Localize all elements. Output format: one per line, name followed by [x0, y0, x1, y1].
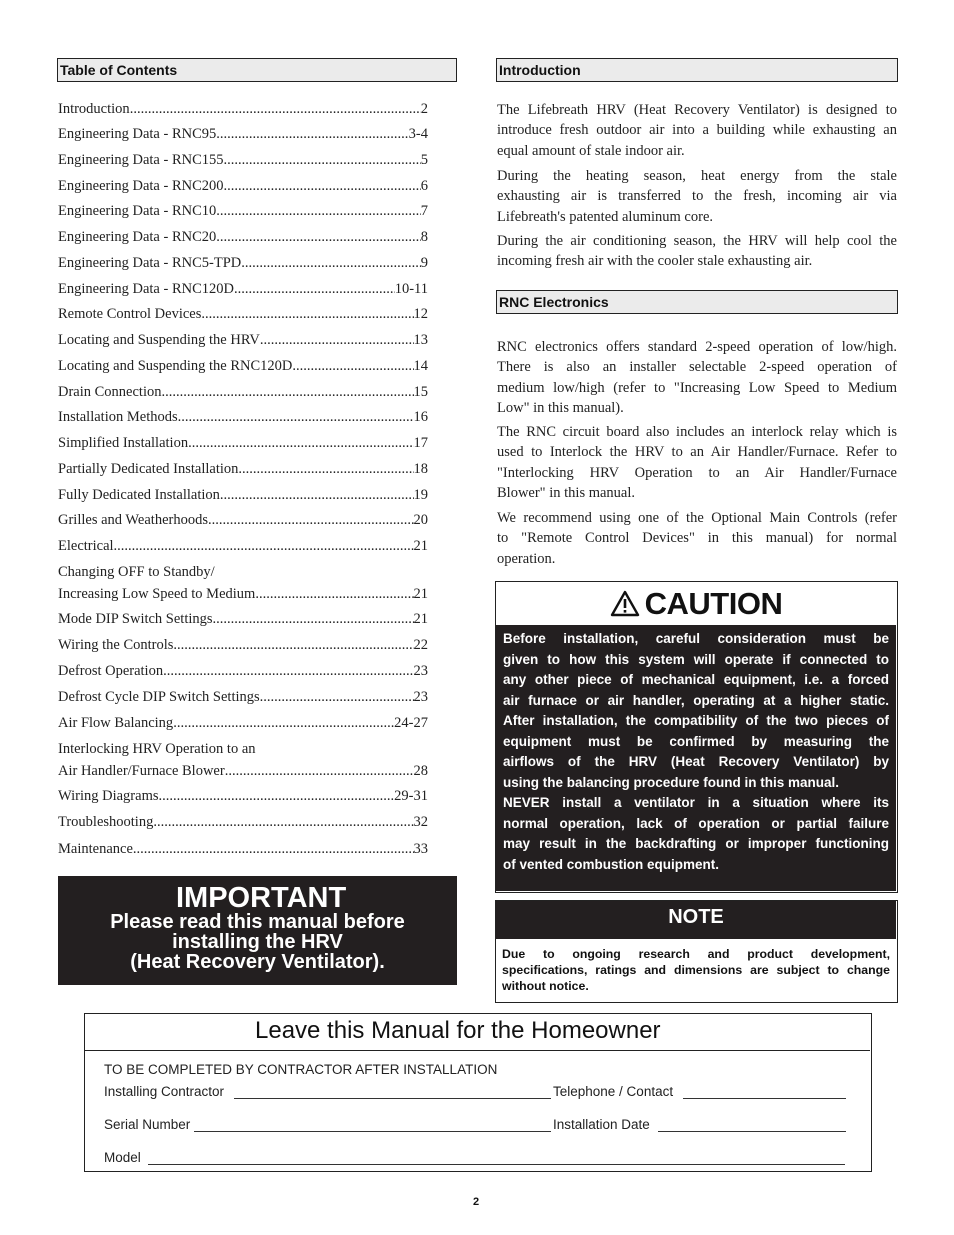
caution-line: given to how this system will operate if connected to [503, 651, 889, 667]
toc-entry-page: 20 [413, 512, 428, 528]
toc-entry-label: Partially Dedicated Installation [58, 461, 239, 477]
serial-number-label: Serial Number [104, 1117, 191, 1132]
introduction-paragraph-line: During the air conditioning season, the HRV will help cool the [497, 233, 897, 249]
introduction-paragraph [497, 166, 897, 227]
toc-entry-label: Engineering Data - RNC200 [58, 178, 224, 194]
toc-entry-label: Introduction [58, 101, 130, 117]
rnc-paragraph-line: We recommend using one of the Optional Main Controls (refer [497, 510, 897, 526]
rnc-paragraph-line: Blower" in this manual. [497, 485, 636, 502]
toc-entry-page: 24-27 [394, 715, 428, 731]
toc-entry[interactable] [58, 715, 428, 732]
toc-entry[interactable] [58, 512, 428, 529]
installing-contractor-field[interactable] [234, 1098, 551, 1099]
toc-entry-label: Engineering Data - RNC10 [58, 203, 217, 219]
toc-entry-label: Electrical [58, 538, 114, 554]
toc-entry-page: 6 [420, 178, 428, 194]
caution-line: After installation, the compatibility of the two pieces of [503, 713, 889, 728]
warning-triangle-icon [610, 590, 640, 617]
installation-date-field[interactable] [658, 1131, 846, 1132]
toc-entry-page: 29-31 [394, 788, 428, 804]
rnc-paragraph [497, 422, 897, 504]
rnc-paragraph-line: "Interlocking HRV Operation to an Air Handler/Furnace [497, 464, 897, 481]
toc-entry[interactable] [58, 611, 428, 628]
toc-leader-dots [241, 255, 421, 272]
toc-entry[interactable] [58, 841, 428, 858]
toc-entry-label: Wiring Diagrams [58, 788, 159, 804]
toc-entry-line1: Changing OFF to Standby/ [58, 564, 215, 580]
toc-entry[interactable] [58, 332, 428, 349]
caution-line: airflows of the HRV (Heat Recovery Ventilator) by [503, 754, 889, 769]
note-line-1: Due to ongoing research and product development, [502, 947, 890, 961]
toc-entry-label: Troubleshooting [58, 814, 154, 830]
toc-leader-dots [260, 689, 414, 706]
toc-entry-label: Maintenance [58, 841, 133, 857]
toc-entry-label: Engineering Data - RNC95 [58, 126, 217, 142]
toc-entry-page: 23 [413, 663, 428, 679]
installation-date-label: Installation Date [553, 1117, 650, 1132]
installing-contractor-label: Installing Contractor [104, 1084, 225, 1099]
caution-line: Before installation, careful consideration must be [503, 631, 889, 646]
toc-entry[interactable] [58, 487, 428, 504]
rnc-electronics-header: RNC Electronics [496, 290, 898, 314]
toc-entry-page: 22 [413, 637, 428, 653]
toc-entry-page: 21 [413, 586, 428, 602]
note-box [495, 900, 898, 1003]
toc-entry[interactable] [58, 152, 428, 169]
toc-entry[interactable] [58, 229, 428, 246]
introduction-paragraph [497, 231, 897, 272]
toc-leader-dots [159, 788, 395, 805]
toc-entry-page: 23 [413, 689, 428, 705]
toc-leader-dots [225, 763, 414, 780]
toc-entry-label: Locating and Suspending the HRV [58, 332, 260, 348]
toc-entry[interactable] [58, 637, 428, 654]
introduction-header: Introduction [496, 58, 898, 82]
toc-entry-page: 5 [420, 152, 428, 168]
rnc-paragraph-line: medium low/high (refer to "Increasing Low Speed to Medium [497, 379, 897, 396]
toc-leader-dots [163, 663, 413, 680]
toc-entry[interactable] [58, 178, 428, 195]
toc-leader-dots [130, 101, 421, 118]
toc-leader-dots [178, 409, 414, 426]
toc-entry-label: Installation Methods [58, 409, 178, 425]
toc-leader-dots [173, 637, 413, 654]
toc-leader-dots [224, 178, 421, 195]
toc-entry[interactable] [58, 538, 428, 555]
note-title: NOTE [496, 901, 896, 939]
toc-entry-page: 21 [413, 538, 428, 554]
toc-entry-page: 19 [413, 487, 428, 503]
toc-entry-label: Defrost Cycle DIP Switch Settings [58, 689, 260, 705]
introduction-paragraph-line: Lifebreath's patented aluminum core. [497, 208, 713, 225]
toc-entry[interactable] [58, 814, 428, 831]
toc-leader-dots [114, 538, 414, 555]
model-label: Model [104, 1150, 141, 1165]
caution-line: any other piece of mechanical equipment, i.e. a forced [503, 672, 889, 687]
toc-leader-dots [234, 281, 395, 298]
toc-entry-page: 10-11 [394, 281, 428, 297]
caution-line: using the balancing procedure found in this manual. [503, 774, 840, 790]
toc-entry[interactable] [58, 461, 428, 478]
toc-entry-page: 33 [413, 841, 428, 857]
page-number: 2 [473, 1196, 480, 1208]
note-line-3: without notice. [502, 979, 589, 993]
rnc-paragraph-line: RNC electronics offers standard 2-speed operation of low/high. [497, 339, 897, 355]
toc-leader-dots [162, 384, 414, 401]
homeowner-form [84, 1013, 872, 1172]
caution-line: of vented combustion equipment. [503, 856, 720, 872]
toc-leader-dots [213, 611, 414, 628]
important-line-3: (Heat Recovery Ventilator). [130, 951, 385, 973]
rnc-paragraph-line: There is also an installer selectable 2-speed operation of [497, 359, 897, 376]
toc-entry-page: 15 [413, 384, 428, 400]
toc-leader-dots [260, 332, 414, 349]
homeowner-title: Leave this Manual for the Homeowner [255, 1017, 661, 1044]
toc-entry-label: Engineering Data - RNC120D [58, 281, 234, 297]
toc-leader-dots [133, 841, 414, 858]
caution-line: air furnace or air handler, operating at a higher static. [503, 692, 889, 708]
introduction-paragraph-line: introduce fresh outdoor air into a building while exhausting an [497, 122, 897, 139]
rnc-paragraph-line: Low" in this manual). [497, 400, 624, 417]
toc-entry-page: 28 [413, 763, 428, 779]
introduction-paragraph-line: exhausting air is transferred to the fresh, incoming air via [497, 188, 897, 205]
introduction-paragraph-line: The Lifebreath HRV (Heat Recovery Ventilator) is designed to [497, 102, 897, 118]
toc-entry-label: Wiring the Controls [58, 637, 174, 653]
toc-entry-page: 8 [420, 229, 428, 245]
toc-entry-page: 3-4 [408, 126, 428, 142]
toc-entry-page: 7 [420, 203, 428, 219]
toc-leader-dots [201, 306, 413, 323]
toc-entry-label: Air Flow Balancing [58, 715, 174, 731]
toc-leader-dots [292, 358, 413, 375]
toc-entry[interactable] [58, 788, 428, 805]
toc-entry-page: 21 [413, 611, 428, 627]
toc-entry[interactable] [58, 255, 428, 272]
toc-leader-dots [238, 461, 413, 478]
caution-line: NEVER install a ventilator in a situation where its [503, 795, 889, 810]
toc-entry-label: Simplified Installation [58, 435, 189, 451]
toc-entry-page: 12 [413, 306, 428, 322]
toc-entry-page: 18 [413, 461, 428, 477]
toc-entry-page: 14 [413, 358, 428, 374]
rnc-paragraph-line: used to Interlock the HRV to an Air Handler/Furnace. Refer to [497, 444, 897, 461]
toc-entry-page: 17 [413, 435, 428, 451]
toc-entry-label: Locating and Suspending the RNC120D [58, 358, 293, 374]
toc-leader-dots [208, 512, 414, 529]
toc-entry-page: 16 [413, 409, 428, 425]
toc-entry-label: Engineering Data - RNC155 [58, 152, 224, 168]
caution-box [495, 581, 898, 893]
toc-entry-label: Drain Connection [58, 384, 162, 400]
toc-entry-page: 13 [413, 332, 428, 348]
toc-entry-page: 9 [420, 255, 428, 271]
toc-leader-dots [255, 586, 413, 603]
contractor-instructions: TO BE COMPLETED BY CONTRACTOR AFTER INSTALLATION [104, 1062, 498, 1077]
introduction-paragraph-line: equal amount of stale indoor air. [497, 142, 685, 159]
toc-entry-label: Engineering Data - RNC5-TPD [58, 255, 242, 271]
rnc-paragraph-line: to "Remote Control Devices" in this manual) for normal [497, 530, 897, 547]
toc-entry[interactable] [58, 101, 428, 118]
note-line-2: specifications, ratings and dimensions are subject to change [502, 963, 890, 977]
toc-leader-dots [153, 814, 413, 831]
toc-leader-dots [216, 203, 420, 220]
toc-entry[interactable] [58, 763, 428, 780]
rnc-paragraph [497, 337, 897, 419]
toc-header: Table of Contents [57, 58, 457, 82]
rnc-paragraph [497, 508, 897, 569]
toc-leader-dots [188, 435, 413, 452]
toc-entry-label: Defrost Operation [58, 663, 164, 679]
caution-text [496, 625, 896, 891]
toc-entry-page: 32 [413, 814, 428, 830]
caution-heading [496, 582, 896, 625]
toc-entry[interactable] [58, 663, 428, 680]
caution-title: CAUTION [644, 585, 783, 621]
introduction-paragraph-line: incoming fresh air with the cooler stale exhausting air. [497, 253, 813, 270]
toc-entry[interactable] [58, 126, 428, 143]
toc-entry[interactable] [58, 203, 428, 220]
introduction-paragraph [497, 100, 897, 161]
important-title: IMPORTANT [176, 882, 347, 914]
toc-entry[interactable] [58, 586, 428, 603]
toc-entry-label: Remote Control Devices [58, 306, 202, 322]
important-line-2: installing the HRV [172, 931, 343, 953]
toc-entry[interactable] [58, 281, 428, 298]
toc-leader-dots [216, 229, 420, 246]
toc-entry-label: Fully Dedicated Installation [58, 487, 220, 503]
toc-entry-line1: Interlocking HRV Operation to an [58, 741, 256, 757]
homeowner-title-row [85, 1014, 870, 1051]
toc-entry[interactable] [58, 435, 428, 452]
important-notice [58, 876, 457, 985]
caution-line: normal operation, lack of operation or partial failure [503, 815, 889, 831]
toc-entry[interactable] [58, 358, 428, 375]
toc-entry-page: 2 [420, 101, 428, 117]
toc-leader-dots [173, 715, 394, 732]
rnc-paragraph-line: The RNC circuit board also includes an interlock relay which is [497, 424, 897, 440]
toc-entry-label: Increasing Low Speed to Medium [58, 586, 256, 602]
toc-entry[interactable] [58, 306, 428, 323]
caution-line: equipment must be confirmed by measuring the [503, 733, 889, 749]
toc-entry[interactable] [58, 409, 428, 426]
toc-entry-label: Grilles and Weatherhoods [58, 512, 208, 528]
toc-entry[interactable] [58, 689, 428, 706]
model-field[interactable] [148, 1164, 845, 1165]
serial-number-field[interactable] [194, 1131, 551, 1132]
telephone-contact-field[interactable] [683, 1098, 846, 1099]
telephone-contact-label: Telephone / Contact [553, 1084, 674, 1099]
toc-leader-dots [224, 152, 421, 169]
toc-entry[interactable] [58, 384, 428, 401]
toc-leader-dots [220, 487, 414, 504]
toc-entry-label: Mode DIP Switch Settings [58, 611, 213, 627]
toc-entry-label: Engineering Data - RNC20 [58, 229, 217, 245]
important-line-1: Please read this manual before [110, 911, 405, 933]
rnc-paragraph-line: operation. [497, 550, 556, 567]
introduction-paragraph-line: During the heating season, heat energy from the stale [497, 168, 897, 184]
toc-entry-label: Air Handler/Furnace Blower [58, 763, 225, 779]
toc-leader-dots [216, 126, 408, 143]
caution-line: may result in the backdrafting or improper functioning [503, 836, 889, 851]
